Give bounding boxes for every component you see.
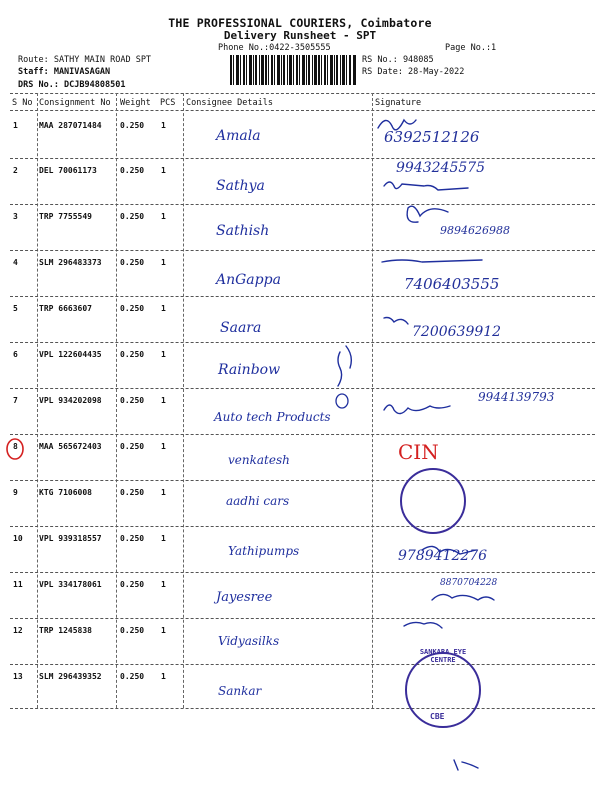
- row-weight: 0.250: [120, 534, 145, 543]
- document-subtitle: Delivery Runsheet - SPT: [223, 29, 377, 42]
- row-weight: 0.250: [120, 350, 145, 359]
- row-weight: 0.250: [120, 304, 145, 313]
- row-rule: [10, 572, 595, 573]
- row-weight: 0.250: [120, 442, 145, 451]
- row-consignee: Vidyasilks: [218, 634, 280, 648]
- row-signature: 9894626988: [440, 224, 510, 237]
- row-pcs: 1: [161, 488, 166, 497]
- row-pcs: 1: [161, 166, 166, 175]
- barcode-image: [230, 55, 356, 85]
- row-pcs: 1: [161, 580, 166, 589]
- row-consignment: KTG 7106008: [39, 488, 92, 497]
- row-consignee: Rainbow: [218, 362, 281, 378]
- row-pcs: 1: [161, 442, 166, 451]
- row-consignment: TRP 1245838: [39, 626, 92, 635]
- row-rule: [10, 434, 595, 435]
- row-weight: 0.250: [120, 258, 145, 267]
- row-consignee: aadhi cars: [226, 494, 290, 508]
- row-consignment: VPL 122604435: [39, 350, 102, 359]
- row-consignee: Amala: [216, 128, 261, 144]
- row-pcs: 1: [161, 258, 166, 267]
- row-signature: 9943245575: [396, 160, 486, 176]
- row-weight: 0.250: [120, 166, 145, 175]
- row-consignment: TRP 7755549: [39, 212, 92, 221]
- row-consignment: VPL 334178061: [39, 580, 102, 589]
- row-rule: [10, 250, 595, 251]
- row-pcs: 1: [161, 212, 166, 221]
- row-signature: CIN: [398, 440, 439, 464]
- row-sno: 12: [13, 626, 23, 635]
- row-weight: 0.250: [120, 626, 145, 635]
- column-header-consignment: Consignment No: [39, 98, 111, 108]
- column-header-pcs: PCS: [160, 98, 176, 108]
- row-sno: 8: [13, 442, 18, 451]
- table-top-rule: [10, 93, 595, 94]
- row-sno: 11: [13, 580, 23, 589]
- row-sno: 5: [13, 304, 18, 313]
- row-consignment: VPL 939318557: [39, 534, 102, 543]
- row-consignee: Yathipumps: [228, 544, 300, 558]
- staff-name: Staff: MANIVASAGAN: [18, 67, 111, 77]
- row-weight: 0.250: [120, 488, 145, 497]
- row-pcs: 1: [161, 304, 166, 313]
- column-header-weight: Weight: [120, 98, 151, 108]
- row-consignment: VPL 934202098: [39, 396, 102, 405]
- header-bottom-rule: [10, 110, 595, 111]
- column-divider: [37, 93, 38, 708]
- row-consignee: Sankar: [218, 684, 262, 698]
- drs-number: DRS No.: DCJB94808501: [18, 80, 126, 90]
- row-sno: 6: [13, 350, 18, 359]
- row-consignment: DEL 70061173: [39, 166, 97, 175]
- row-rule: [10, 204, 595, 205]
- row-sno: 1: [13, 121, 18, 130]
- stamp-city: CBE: [430, 712, 445, 721]
- row-consignee: Saara: [220, 320, 262, 336]
- row-consignee: venkatesh: [228, 453, 290, 467]
- row-pcs: 1: [161, 396, 166, 405]
- table-bottom-rule: [10, 708, 595, 709]
- row-consignment: MAA 287071484: [39, 121, 102, 130]
- row-pcs: 1: [161, 350, 166, 359]
- row-sno: 2: [13, 166, 18, 175]
- row-pcs: 1: [161, 121, 166, 130]
- route-info: Route: SATHY MAIN ROAD SPT: [18, 55, 152, 65]
- row-rule: [10, 342, 595, 343]
- row-weight: 0.250: [120, 672, 145, 681]
- rs-number: RS No.: 948085: [362, 55, 434, 65]
- row-rule: [10, 480, 595, 481]
- row-consignee: Auto tech Products: [214, 410, 331, 424]
- row-weight: 0.250: [120, 396, 145, 405]
- row-pcs: 1: [161, 626, 166, 635]
- row-pcs: 1: [161, 534, 166, 543]
- row-weight: 0.250: [120, 212, 145, 221]
- stamp-seal: [400, 468, 466, 534]
- column-header-signature: Signature: [375, 98, 422, 108]
- column-divider: [116, 93, 117, 708]
- row-sno: 10: [13, 534, 23, 543]
- row-consignee: Sathya: [216, 178, 265, 194]
- row-sno: 9: [13, 488, 18, 497]
- row-signature: 9789412276: [398, 548, 488, 564]
- row-sno: 3: [13, 212, 18, 221]
- stamp-label: SANKARA EYE CENTRE: [419, 648, 467, 664]
- column-header-sno: S No: [12, 98, 33, 108]
- document-title: THE PROFESSIONAL COURIERS, Coimbatore: [168, 16, 432, 30]
- row-rule: [10, 296, 595, 297]
- column-header-consignee: Consignee Details: [186, 98, 273, 108]
- row-pcs: 1: [161, 672, 166, 681]
- row-rule: [10, 526, 595, 527]
- row-consignee: AnGappa: [216, 272, 281, 288]
- column-divider: [372, 93, 373, 708]
- row-signature: 6392512126: [384, 128, 480, 146]
- page-number: Page No.:1: [445, 43, 497, 53]
- row-signature: 8870704228: [440, 578, 498, 588]
- row-rule: [10, 158, 595, 159]
- phone-number: Phone No.:0422-3505555: [218, 43, 331, 53]
- row-sno: 7: [13, 396, 18, 405]
- row-consignment: SLM 296439352: [39, 672, 102, 681]
- column-divider: [183, 93, 184, 708]
- row-consignment: SLM 296483373: [39, 258, 102, 267]
- row-signature: 7200639912: [412, 324, 502, 340]
- row-consignee: Sathish: [216, 223, 270, 239]
- row-weight: 0.250: [120, 121, 145, 130]
- row-rule: [10, 388, 595, 389]
- row-rule: [10, 618, 595, 619]
- row-consignment: MAA 565672403: [39, 442, 102, 451]
- row-sno: 13: [13, 672, 23, 681]
- row-weight: 0.250: [120, 580, 145, 589]
- row-consignee: Jayesree: [216, 590, 273, 605]
- row-rule: [10, 664, 595, 665]
- row-signature: 9944139793: [478, 390, 555, 404]
- row-sno: 4: [13, 258, 18, 267]
- row-signature: 7406403555: [404, 275, 500, 293]
- row-consignment: TRP 6663607: [39, 304, 92, 313]
- rs-date: RS Date: 28-May-2022: [362, 67, 465, 77]
